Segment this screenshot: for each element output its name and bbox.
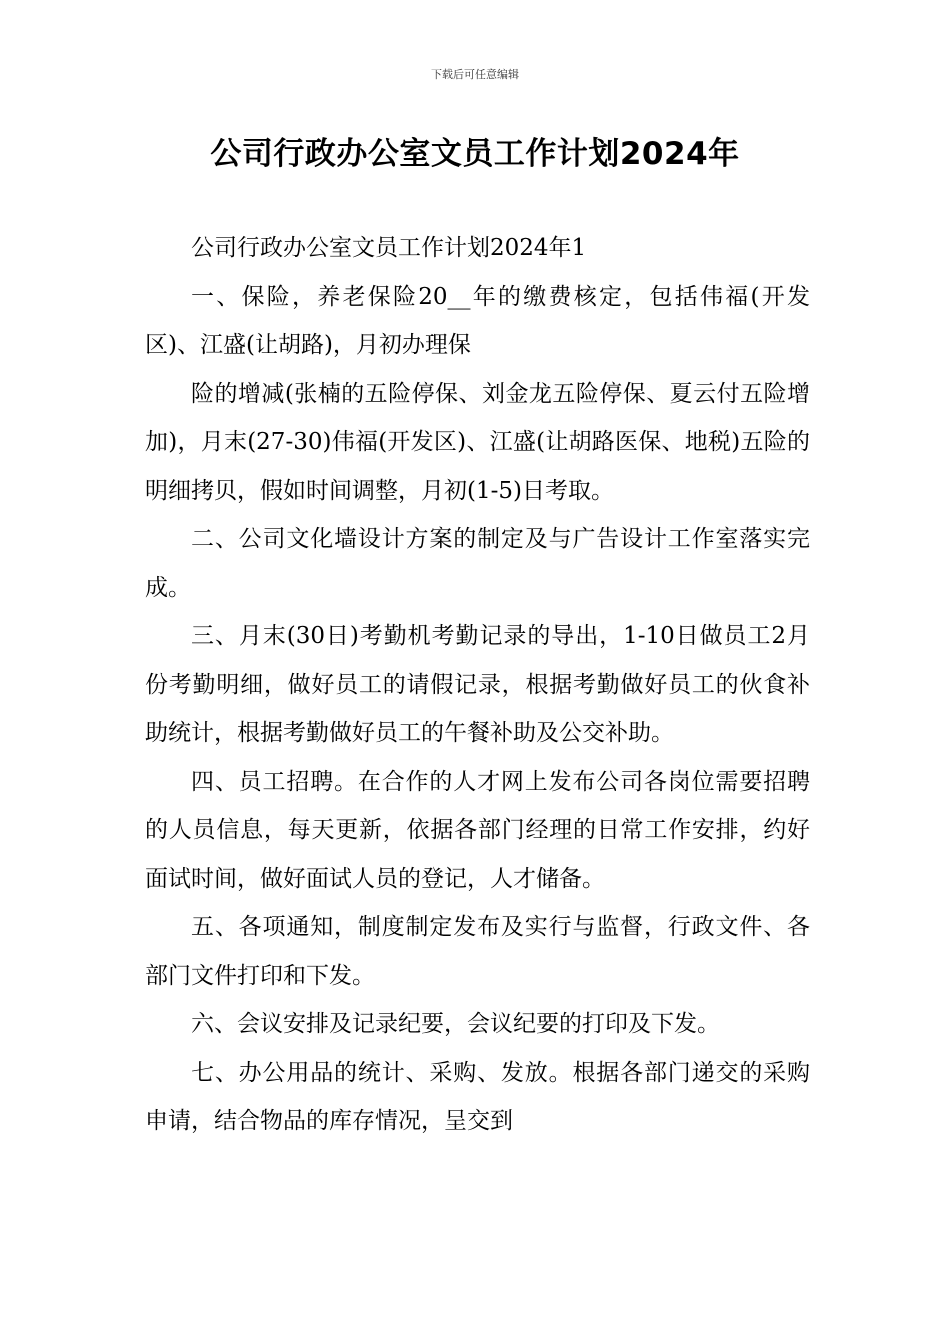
paragraph-insurance-continued: 险的增减(张楠的五险停保、刘金龙五险停保、夏云付五险增加)，月末(27-30)伟福(开发区)、江盛(让胡路医保、地税)五险的明细拷贝，假如时间调整，月初(1-5)日考取。 — [145, 380, 810, 504]
document-body — [145, 224, 810, 1146]
paragraph-attendance: 三、月末(30日)考勤机考勤记录的导出，1-10日做员工2月份考勤明细，做好员工的请假记录，根据考勤做好员工的伙食补助统计，根据考勤做好员工的午餐补助及公交补助。 — [145, 623, 810, 746]
paragraph-culture-wall: 二、公司文化墙设计方案的制定及与广告设计工作室落实完成。 — [145, 526, 810, 601]
paragraph-insurance: 一、保险，养老保险20__年的缴费核定，包括伟福(开发区)、江盛(让胡路)，月初办理保 — [145, 283, 810, 358]
paragraph-meetings: 六、会议安排及记录纪要，会议纪要的打印及下发。 — [191, 1011, 720, 1037]
paragraph-recruitment: 四、员工招聘。在合作的人才网上发布公司各岗位需要招聘的人员信息，每天更新，依据各部门经理的日常工作安排，约好面试时间，做好面试人员的登记，人才储备。 — [145, 768, 810, 892]
paragraph-office-supplies: 七、办公用品的统计、采购、发放。根据各部门递交的采购申请，结合物品的库存情况，呈交到 — [145, 1059, 810, 1134]
document-title: 公司行政办公室文员工作计划2024年 — [210, 136, 740, 172]
paragraph-notices: 五、各项通知，制度制定发布及实行与监督，行政文件、各部门文件打印和下发。 — [145, 914, 810, 989]
paragraph-intro: 公司行政办公室文员工作计划2024年1 — [191, 235, 587, 261]
page-header-note: 下载后可任意编辑 — [431, 68, 519, 81]
